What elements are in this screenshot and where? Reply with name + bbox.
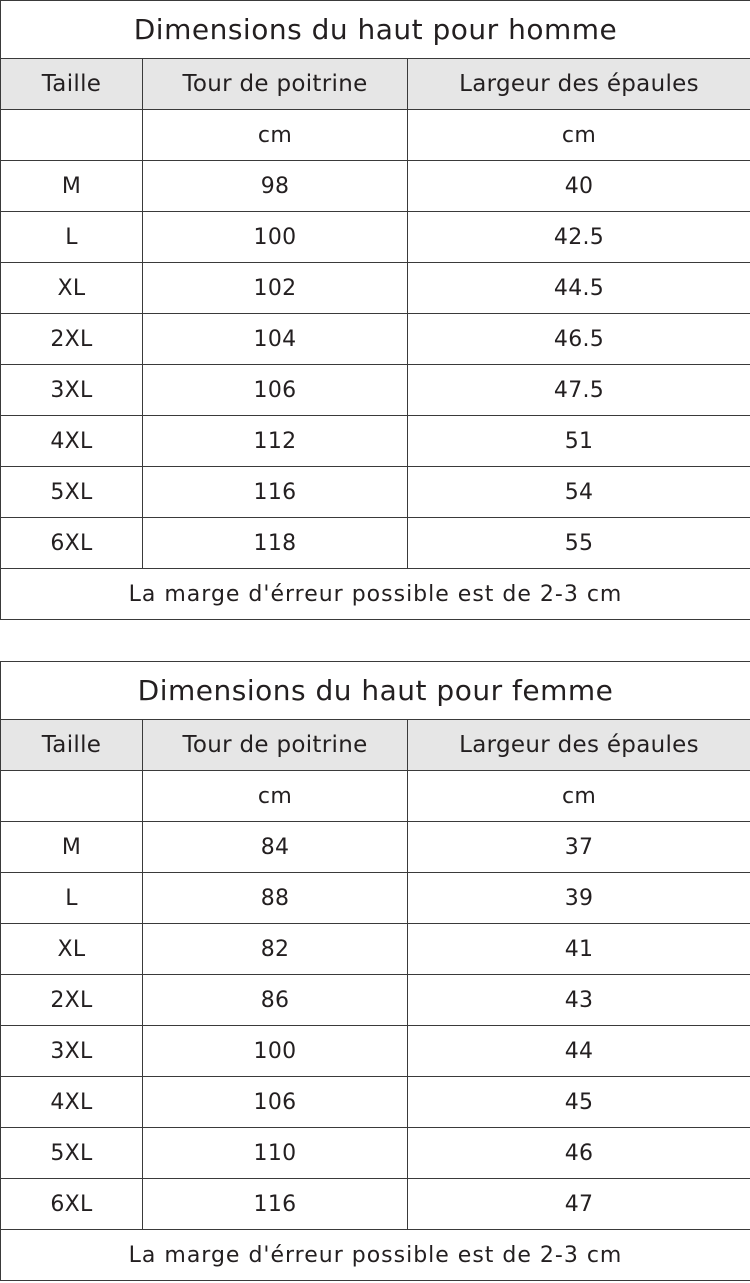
header-shoulder: Largeur des épaules [408, 59, 750, 110]
men-title-row [1, 1, 750, 59]
shoulder-cell: 43 [408, 975, 750, 1026]
chest-cell: 116 [143, 1179, 408, 1230]
chest-cell: 100 [143, 1026, 408, 1077]
table-row [1, 518, 750, 569]
size-cell: 4XL [1, 1077, 143, 1128]
header-chest: Tour de poitrine [143, 720, 408, 771]
size-cell: 3XL [1, 365, 143, 416]
men-table-body [1, 1, 750, 620]
unit-shoulder: cm [408, 110, 750, 161]
table-row [1, 1077, 750, 1128]
men-unit-row [1, 110, 750, 161]
unit-size [1, 110, 143, 161]
women-header-row [1, 720, 750, 771]
chest-cell: 110 [143, 1128, 408, 1179]
header-size: Taille [1, 59, 143, 110]
shoulder-cell: 42.5 [408, 212, 750, 263]
unit-chest: cm [143, 110, 408, 161]
unit-size [1, 771, 143, 822]
chest-cell: 100 [143, 212, 408, 263]
chest-cell: 116 [143, 467, 408, 518]
shoulder-cell: 44.5 [408, 263, 750, 314]
size-cell: 2XL [1, 975, 143, 1026]
size-cell: 2XL [1, 314, 143, 365]
shoulder-cell: 46.5 [408, 314, 750, 365]
shoulder-cell: 47 [408, 1179, 750, 1230]
chest-cell: 112 [143, 416, 408, 467]
table-row [1, 263, 750, 314]
shoulder-cell: 41 [408, 924, 750, 975]
size-cell: M [1, 822, 143, 873]
shoulder-cell: 44 [408, 1026, 750, 1077]
shoulder-cell: 39 [408, 873, 750, 924]
men-size-table [0, 0, 750, 620]
size-cell: M [1, 161, 143, 212]
shoulder-cell: 55 [408, 518, 750, 569]
shoulder-cell: 37 [408, 822, 750, 873]
shoulder-cell: 51 [408, 416, 750, 467]
size-cell: 5XL [1, 467, 143, 518]
shoulder-cell: 46 [408, 1128, 750, 1179]
men-header-row [1, 59, 750, 110]
chest-cell: 86 [143, 975, 408, 1026]
size-cell: 5XL [1, 1128, 143, 1179]
table-row [1, 1128, 750, 1179]
size-cell: 6XL [1, 518, 143, 569]
table-row [1, 822, 750, 873]
table-row [1, 924, 750, 975]
shoulder-cell: 40 [408, 161, 750, 212]
chest-cell: 118 [143, 518, 408, 569]
women-note-row [1, 1230, 750, 1281]
men-note-row [1, 569, 750, 620]
men-table-title: Dimensions du haut pour homme [1, 1, 750, 59]
size-cell: 3XL [1, 1026, 143, 1077]
chest-cell: 104 [143, 314, 408, 365]
men-error-note: La marge d'érreur possible est de 2-3 cm [1, 569, 750, 620]
table-row [1, 416, 750, 467]
women-unit-row [1, 771, 750, 822]
unit-chest: cm [143, 771, 408, 822]
chest-cell: 106 [143, 365, 408, 416]
header-chest: Tour de poitrine [143, 59, 408, 110]
table-row [1, 1026, 750, 1077]
size-cell: L [1, 873, 143, 924]
table-row [1, 1179, 750, 1230]
unit-shoulder: cm [408, 771, 750, 822]
women-size-table [0, 661, 750, 1281]
women-table-body [1, 662, 750, 1281]
table-row [1, 314, 750, 365]
women-table-title: Dimensions du haut pour femme [1, 662, 750, 720]
women-error-note: La marge d'érreur possible est de 2-3 cm [1, 1230, 750, 1281]
table-row [1, 365, 750, 416]
shoulder-cell: 54 [408, 467, 750, 518]
table-row [1, 161, 750, 212]
chest-cell: 88 [143, 873, 408, 924]
chest-cell: 106 [143, 1077, 408, 1128]
size-cell: 4XL [1, 416, 143, 467]
table-row [1, 975, 750, 1026]
chest-cell: 84 [143, 822, 408, 873]
size-cell: 6XL [1, 1179, 143, 1230]
chest-cell: 102 [143, 263, 408, 314]
header-size: Taille [1, 720, 143, 771]
size-cell: L [1, 212, 143, 263]
shoulder-cell: 45 [408, 1077, 750, 1128]
table-row [1, 873, 750, 924]
size-cell: XL [1, 924, 143, 975]
shoulder-cell: 47.5 [408, 365, 750, 416]
header-shoulder: Largeur des épaules [408, 720, 750, 771]
size-cell: XL [1, 263, 143, 314]
women-title-row [1, 662, 750, 720]
chest-cell: 82 [143, 924, 408, 975]
chest-cell: 98 [143, 161, 408, 212]
table-row [1, 212, 750, 263]
table-row [1, 467, 750, 518]
